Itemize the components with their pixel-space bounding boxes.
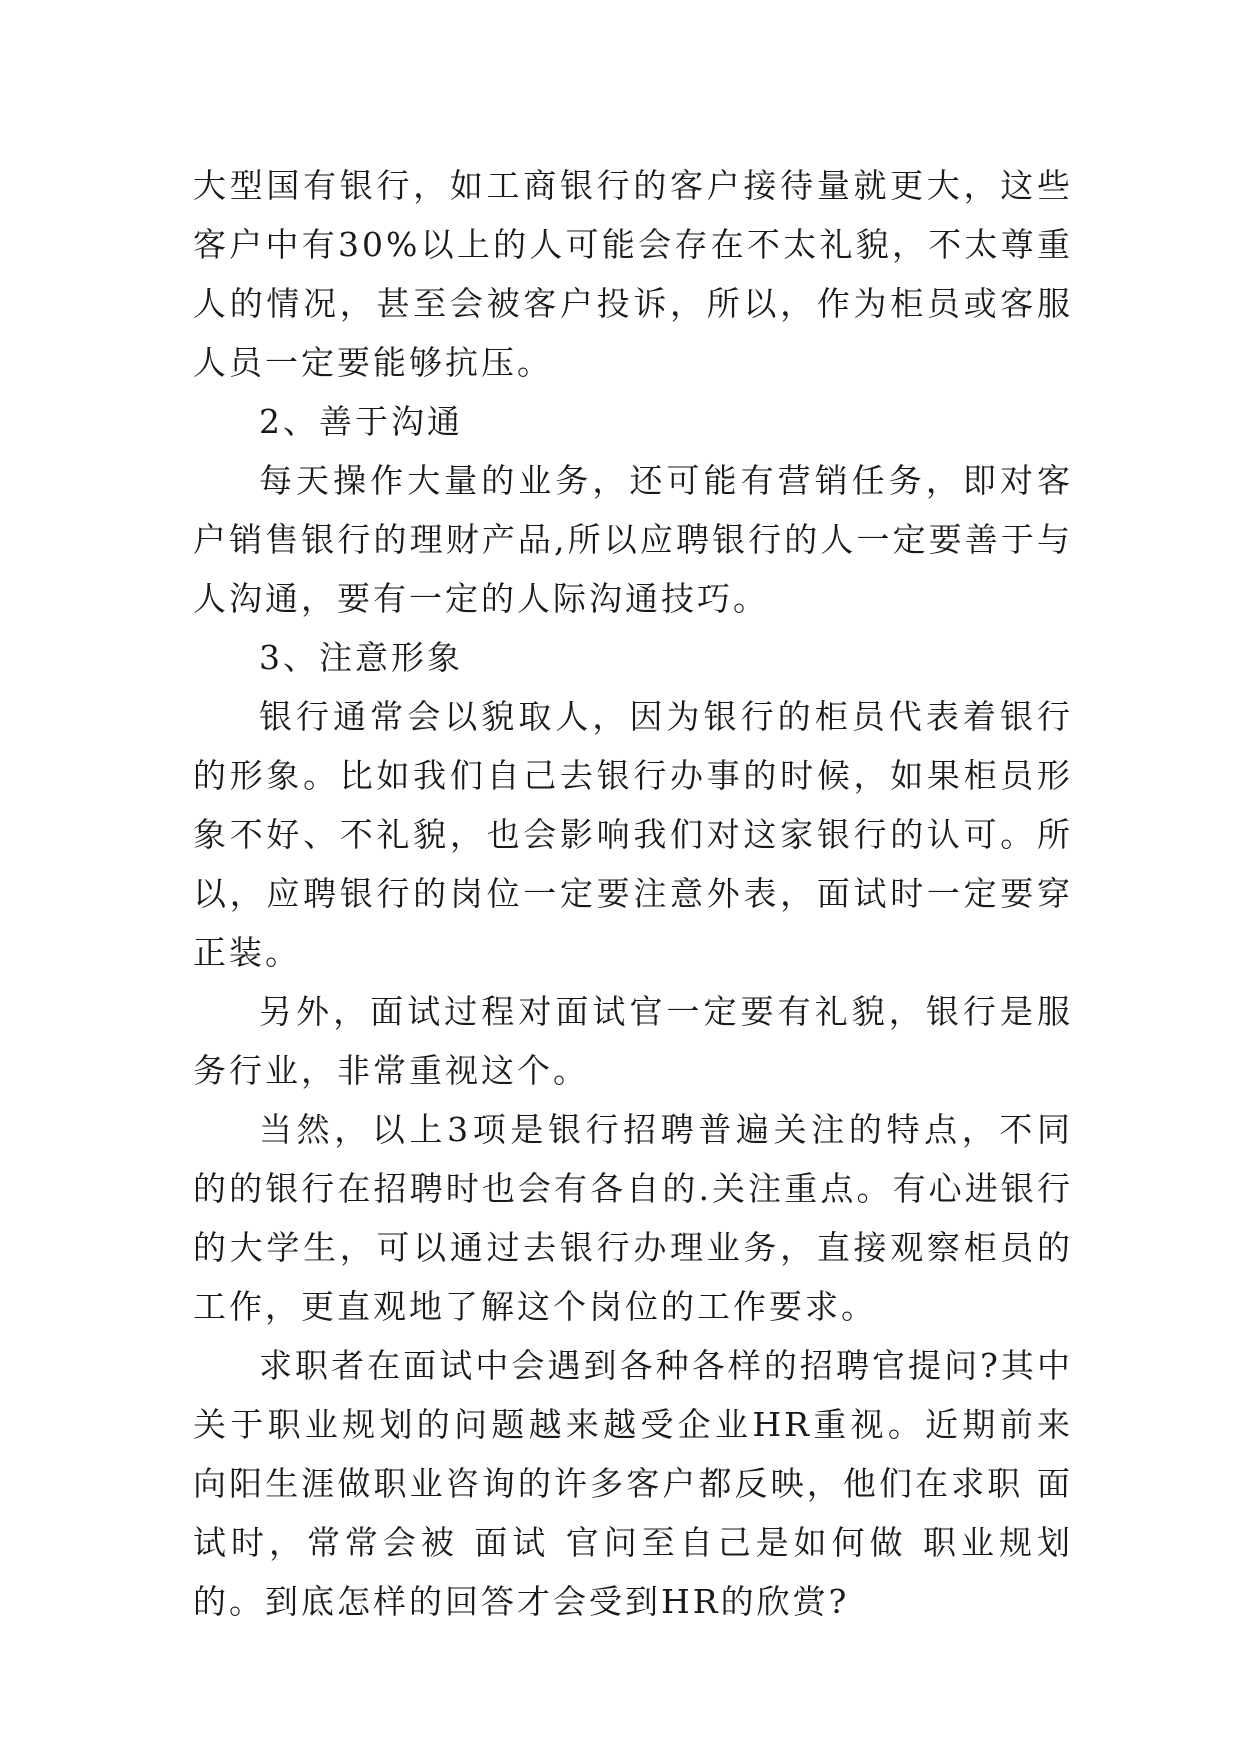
paragraph-3: 银行通常会以貌取人，因为银行的柜员代表着银行的形象。比如我们自己去银行办事的时候，如果柜员形象不好、不礼貌，也会影响我们对这家银行的认可。所以，应聘银行的岗位一定要注意外表，面试时一定要穿正装。 xyxy=(193,697,1073,972)
heading-3-appearance: 3、注意形象 xyxy=(259,638,463,677)
paragraph-4: 另外，面试过程对面试官一定要有礼貌，银行是服务行业，非常重视这个。 xyxy=(193,992,1073,1090)
heading-2-communication: 2、善于沟通 xyxy=(259,402,463,441)
document-body xyxy=(193,156,1073,1631)
paragraph-5: 当然，以上3项是银行招聘普遍关注的特点，不同的的银行在招聘时也会有各自的.关注重点。有心进银行的大学生，可以通过去银行办理业务，直接观察柜员的工作，更直观地了解这个岗位的工作要求。 xyxy=(193,1110,1073,1326)
paragraph-6: 求职者在面试中会遇到各种各样的招聘官提问?其中关于职业规划的问题越来越受企业HR重视。近期前来向阳生涯做职业咨询的许多客户都反映，他们在求职 面试时，常常会被 面试 官问至自己是如何做 职业规划 的。到底怎样的回答才会受到HR的欣赏? xyxy=(193,1346,1073,1621)
paragraph-2: 每天操作大量的业务，还可能有营销任务，即对客户销售银行的理财产品,所以应聘银行的人一定要善于与人沟通，要有一定的人际沟通技巧。 xyxy=(193,461,1073,618)
paragraph-1: 大型国有银行，如工商银行的客户接待量就更大，这些客户中有30%以上的人可能会存在不太礼貌，不太尊重人的情况，甚至会被客户投诉，所以，作为柜员或客服人员一定要能够抗压。 xyxy=(193,166,1073,382)
